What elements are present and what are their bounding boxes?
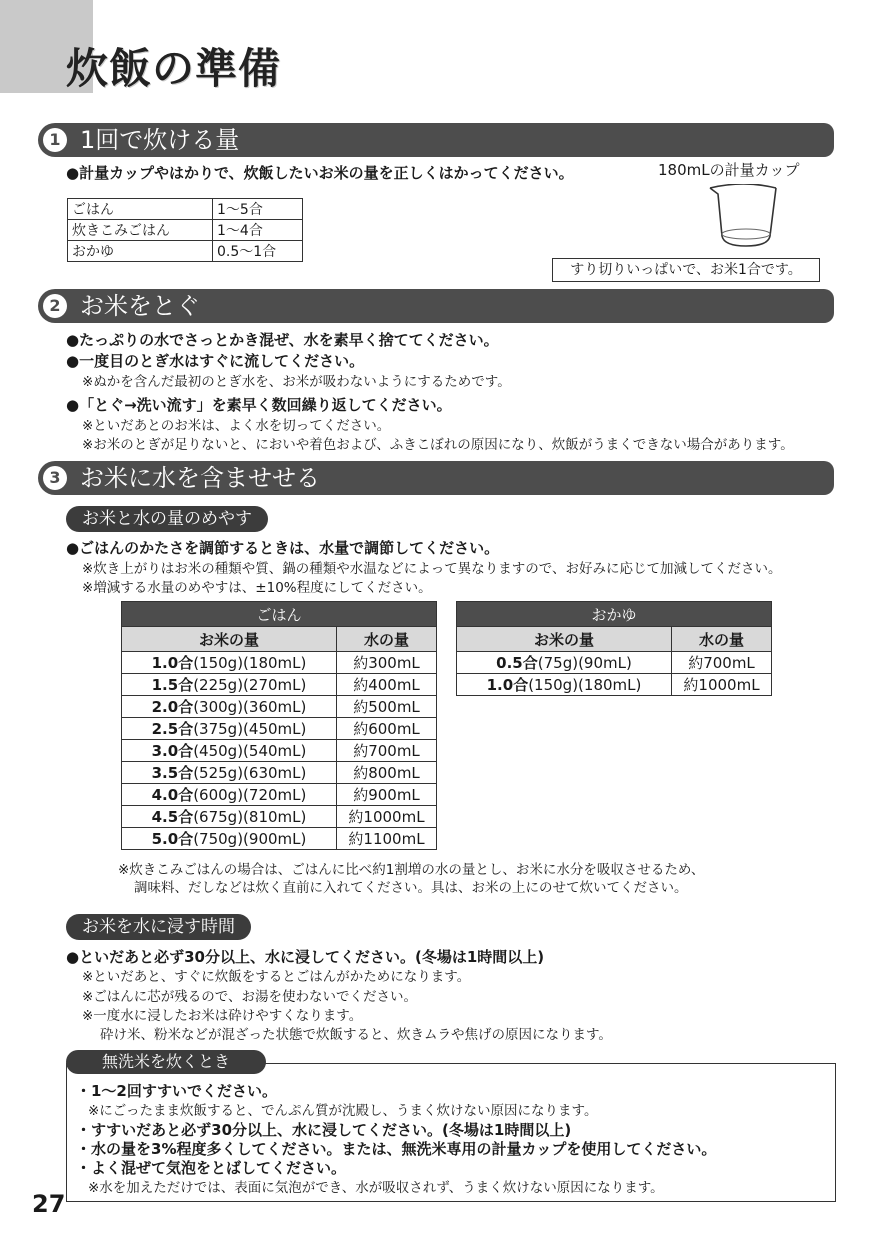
column-header: お米の量 <box>122 627 337 652</box>
water-amount: 約700mL <box>337 740 437 762</box>
rice-amount: 1.0合 <box>486 676 529 694</box>
musenmai-item-2: ・すすいだあと必ず30分以上、水に浸してください。(冬場は1時間以上) <box>76 1121 572 1139</box>
table-row <box>122 740 437 762</box>
section-number: 1 <box>43 128 67 152</box>
sec2-line-2: ●一度目のとぎ水はすぐに流してください。 <box>66 352 365 370</box>
table-cell: 0.5〜1合 <box>213 241 303 262</box>
rice-amount-cell <box>122 828 337 850</box>
water-amount: 約300mL <box>337 652 437 674</box>
section-title: 1回で炊ける量 <box>80 126 240 154</box>
rice-amount-cell <box>122 652 337 674</box>
cup-label: 180mLの計量カップ <box>658 161 800 179</box>
table-row <box>122 652 437 674</box>
table-row <box>122 674 437 696</box>
table-title: ごはん <box>122 602 437 627</box>
rice-amount-cell <box>457 674 672 696</box>
rice-amount-cell <box>122 806 337 828</box>
section-title: お米をとぐ <box>80 292 200 320</box>
table-cell: おかゆ <box>68 241 213 262</box>
table-row <box>68 241 303 262</box>
capacity-table <box>67 198 303 262</box>
rice-amount: 1.5合 <box>151 676 194 694</box>
musenmai-item-3: ・水の量を3%程度多くしてください。または、無洗米専用の計量カップを使用してください。 <box>76 1140 717 1158</box>
rice-amount-detail: (150g)(180mL) <box>528 676 642 694</box>
sec3-lead: ●ごはんのかたさを調節するときは、水量で調節してください。 <box>66 539 500 557</box>
table-cell: 炊きこみごはん <box>68 220 213 241</box>
page-number: 27 <box>32 1190 66 1218</box>
water-amount: 約1000mL <box>672 674 772 696</box>
water-amount: 約1000mL <box>337 806 437 828</box>
soak-lead: ●といだあと必ず30分以上、水に浸してください。(冬場は1時間以上) <box>66 948 545 966</box>
table-row <box>457 674 772 696</box>
rice-amount-detail: (225g)(270mL) <box>193 676 307 694</box>
rice-amount: 3.0合 <box>151 742 194 760</box>
sec3-note-2: ※増減する水量のめやすは、±10%程度にしてください。 <box>82 580 432 596</box>
rice-amount-detail: (75g)(90mL) <box>537 654 632 672</box>
section-3-header <box>38 461 834 495</box>
rice-amount: 0.5合 <box>496 654 538 672</box>
section-2-header <box>38 289 834 323</box>
gohan-water-table <box>121 601 437 850</box>
soak-note-3: ※一度水に浸したお米は砕けやすくなります。 <box>82 1008 363 1024</box>
rice-amount-detail: (600g)(720mL) <box>193 786 307 804</box>
sec2-note-3: ※お米のとぎが足りないと、においや着色および、ふきこぼれの原因になり、炊飯がうまくできない場合があります。 <box>82 437 794 453</box>
rice-amount-detail: (675g)(810mL) <box>193 808 307 826</box>
water-amount: 約400mL <box>337 674 437 696</box>
rice-amount-cell <box>122 784 337 806</box>
column-header: 水の量 <box>337 627 437 652</box>
rice-amount: 4.0合 <box>151 786 194 804</box>
rice-amount-cell <box>122 718 337 740</box>
musenmai-item-4: ・よく混ぜて気泡をとばしてください。 <box>76 1159 347 1177</box>
section-number: 2 <box>43 294 67 318</box>
rice-amount-cell <box>122 740 337 762</box>
water-amount: 約1100mL <box>337 828 437 850</box>
section-1-header <box>38 123 834 157</box>
table-row <box>68 220 303 241</box>
column-header: お米の量 <box>457 627 672 652</box>
measuring-cup-icon <box>706 184 786 250</box>
rice-amount-detail: (375g)(450mL) <box>193 720 307 738</box>
soak-note-2: ※ごはんに芯が残るので、お湯を使わないでください。 <box>82 989 418 1005</box>
rice-amount: 5.0合 <box>151 830 194 848</box>
okayu-water-table <box>456 601 772 696</box>
rice-amount: 4.5合 <box>151 808 194 826</box>
musenmai-note-4: ※水を加えただけでは、表面に気泡ができ、水が吸収されず、うまく炊けない原因になります。 <box>88 1180 664 1196</box>
subheading-water-guide: お米と水の量のめやす <box>66 506 268 532</box>
sec2-note-2: ※といだあとのお米は、よく水を切ってください。 <box>82 418 391 434</box>
musenmai-note-1: ※にごったまま炊飯すると、でんぷん質が沈殿し、うまく炊けない原因になります。 <box>88 1103 598 1119</box>
rice-amount-cell <box>122 696 337 718</box>
table-row <box>122 696 437 718</box>
rice-amount-detail: (150g)(180mL) <box>193 654 307 672</box>
water-amount: 約800mL <box>337 762 437 784</box>
section-number: 3 <box>43 466 67 490</box>
cup-note: すり切りいっぱいで、お米1合です。 <box>552 258 820 282</box>
sec2-line-3: ●「とぐ→洗い流す」を素早く数回繰り返してください。 <box>66 396 452 414</box>
sec3-note-1: ※炊き上がりはお米の種類や質、鍋の種類や水温などによって異なりますので、お好みに応じて加減してください。 <box>82 561 782 577</box>
takikomi-note-1: ※炊きこみごはんの場合は、ごはんに比べ約1割増の水の量とし、お米に水分を吸収させるため、 <box>118 862 705 878</box>
rice-amount-detail: (300g)(360mL) <box>193 698 307 716</box>
soak-note-4: 砕け米、粉米などが混ざった状態で炊飯すると、炊きムラや焦げの原因になります。 <box>100 1027 612 1043</box>
rice-amount-detail: (450g)(540mL) <box>193 742 307 760</box>
table-row <box>122 828 437 850</box>
table-row <box>122 784 437 806</box>
table-cell: ごはん <box>68 199 213 220</box>
section-title: お米に水を含ませせる <box>80 464 320 492</box>
column-header: 水の量 <box>672 627 772 652</box>
rice-amount-cell <box>457 652 672 674</box>
page-title: 炊飯の準備 <box>66 44 282 93</box>
rice-amount: 3.5合 <box>151 764 194 782</box>
table-title: おかゆ <box>457 602 772 627</box>
rice-amount-detail: (525g)(630mL) <box>193 764 307 782</box>
rice-amount: 2.5合 <box>151 720 194 738</box>
water-amount: 約500mL <box>337 696 437 718</box>
table-cell: 1〜4合 <box>213 220 303 241</box>
rice-amount-detail: (750g)(900mL) <box>193 830 307 848</box>
water-amount: 約700mL <box>672 652 772 674</box>
table-row <box>122 718 437 740</box>
water-amount: 約900mL <box>337 784 437 806</box>
rice-amount-cell <box>122 674 337 696</box>
water-amount: 約600mL <box>337 718 437 740</box>
table-row <box>122 806 437 828</box>
rice-amount: 1.0合 <box>151 654 194 672</box>
table-cell: 1〜5合 <box>213 199 303 220</box>
musenmai-heading: 無洗米を炊くとき <box>66 1050 266 1074</box>
table-row <box>457 652 772 674</box>
sec1-lead: ●計量カップやはかりで、炊飯したいお米の量を正しくはかってください。 <box>66 164 574 182</box>
musenmai-item-1: ・1〜2回すすいでください。 <box>76 1082 278 1100</box>
soak-note-1: ※といだあと、すぐに炊飯をするとごはんがかためになります。 <box>82 969 471 985</box>
takikomi-note-2: 調味料、だしなどは炊く直前に入れてください。具は、お米の上にのせて炊いてください。 <box>134 880 688 896</box>
sec2-line-1: ●たっぷりの水でさっとかき混ぜ、水を素早く捨ててください。 <box>66 331 499 349</box>
sec2-note-1: ※ぬかを含んだ最初のとぎ水を、お米が吸わないようにするためです。 <box>82 374 511 390</box>
rice-amount-cell <box>122 762 337 784</box>
table-row <box>68 199 303 220</box>
rice-amount: 2.0合 <box>151 698 194 716</box>
table-row <box>122 762 437 784</box>
subheading-soak-time: お米を水に浸す時間 <box>66 914 251 940</box>
